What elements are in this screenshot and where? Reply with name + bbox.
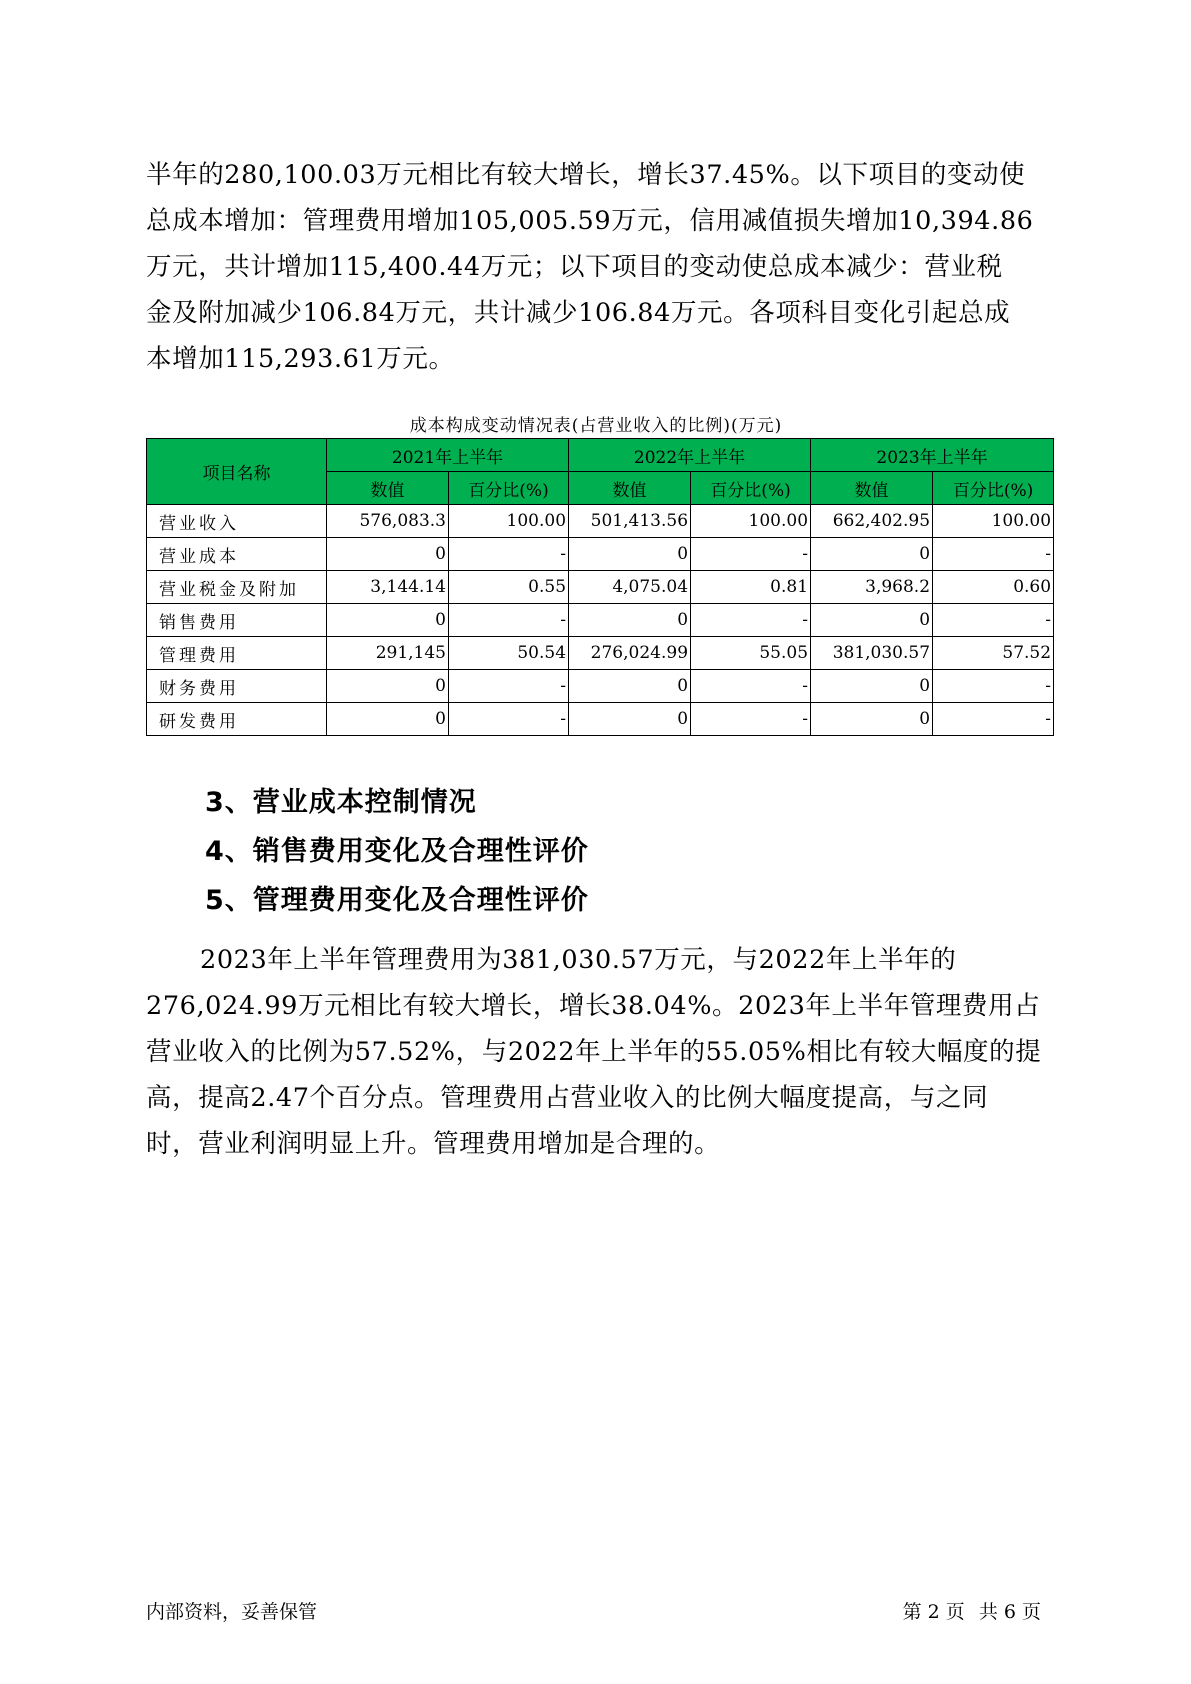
- paragraph-line: 时，营业利润明显上升。管理费用增加是合理的。: [146, 1129, 721, 1159]
- cell-value: 0: [327, 604, 449, 637]
- cell-percent: -: [933, 703, 1054, 736]
- footer-current-page: 第 2 页: [902, 1601, 965, 1623]
- cell-value: 0: [327, 703, 449, 736]
- table-row: [147, 637, 1054, 670]
- cell-percent: -: [449, 604, 569, 637]
- cell-value: 276,024.99: [569, 637, 691, 670]
- cell-value: 0: [811, 670, 933, 703]
- cell-value: 576,083.3: [327, 505, 449, 538]
- cell-value: 0: [811, 538, 933, 571]
- paragraph-line: 总成本增加：管理费用增加105,005.59万元，信用减值损失增加10,394.86: [146, 206, 1034, 236]
- cell-percent: 100.00: [691, 505, 811, 538]
- cell-percent: -: [691, 538, 811, 571]
- paragraph-line: 万元，共计增加115,400.44万元；以下项目的变动使总成本减少：营业税: [146, 252, 1003, 282]
- cell-percent: -: [933, 538, 1054, 571]
- table-row: [147, 571, 1054, 604]
- cell-percent: -: [449, 670, 569, 703]
- table-caption: 成本构成变动情况表(占营业收入的比例)(万元): [409, 416, 783, 436]
- cell-value: 0: [569, 703, 691, 736]
- cell-percent: 55.05: [691, 637, 811, 670]
- cell-value: 4,075.04: [569, 571, 691, 604]
- cell-value: 501,413.56: [569, 505, 691, 538]
- cell-percent: 0.60: [933, 571, 1054, 604]
- cell-percent: 57.52: [933, 637, 1054, 670]
- header-year-2021: 2021年上半年: [327, 439, 569, 472]
- paragraph-cost-summary: [146, 152, 1046, 382]
- header-year-2022: 2022年上半年: [569, 439, 811, 472]
- row-label: 管理费用: [147, 637, 327, 670]
- cell-value: 0: [811, 604, 933, 637]
- header-value: 数值: [811, 472, 933, 505]
- header-percent: 百分比(%): [691, 472, 811, 505]
- paragraph-line: 高，提高2.47个百分点。管理费用占营业收入的比例大幅度提高，与之同: [146, 1083, 989, 1113]
- cell-value: 0: [327, 670, 449, 703]
- cell-value: 291,145: [327, 637, 449, 670]
- table-row: [147, 703, 1054, 736]
- cell-value: 3,968.2: [811, 571, 933, 604]
- cell-percent: 100.00: [933, 505, 1054, 538]
- header-value: 数值: [327, 472, 449, 505]
- cell-percent: -: [933, 604, 1054, 637]
- header-year-2023: 2023年上半年: [811, 439, 1054, 472]
- cell-percent: 100.00: [449, 505, 569, 538]
- header-percent: 百分比(%): [449, 472, 569, 505]
- cell-value: 0: [569, 538, 691, 571]
- cell-percent: -: [449, 703, 569, 736]
- paragraph-admin-expense: [146, 937, 1046, 1167]
- header-percent: 百分比(%): [933, 472, 1054, 505]
- paragraph-line: 半年的280,100.03万元相比有较大增长，增长37.45%。以下项目的变动使: [146, 160, 1026, 190]
- table-row: [147, 670, 1054, 703]
- row-label: 研发费用: [147, 703, 327, 736]
- cell-percent: -: [691, 604, 811, 637]
- row-label: 财务费用: [147, 670, 327, 703]
- cell-percent: 0.55: [449, 571, 569, 604]
- table-row: [147, 604, 1054, 637]
- cell-value: 0: [811, 703, 933, 736]
- paragraph-line: 营业收入的比例为57.52%，与2022年上半年的55.05%相比有较大幅度的提: [146, 1037, 1042, 1067]
- paragraph-line: 276,024.99万元相比有较大增长，增长38.04%。2023年上半年管理费用占: [146, 991, 1041, 1021]
- row-label: 销售费用: [147, 604, 327, 637]
- row-label: 营业成本: [147, 538, 327, 571]
- section-heading-4: 4、销售费用变化及合理性评价: [205, 836, 589, 867]
- cell-value: 381,030.57: [811, 637, 933, 670]
- cell-value: 0: [569, 604, 691, 637]
- footer-page-number: [899, 1597, 1045, 1624]
- cell-percent: -: [449, 538, 569, 571]
- cell-percent: -: [691, 703, 811, 736]
- row-label: 营业税金及附加: [147, 571, 327, 604]
- paragraph-line: 2023年上半年管理费用为381,030.57万元，与2022年上半年的: [200, 945, 957, 975]
- row-label: 营业收入: [147, 505, 327, 538]
- section-heading-3: 3、营业成本控制情况: [205, 787, 477, 818]
- cell-value: 0: [569, 670, 691, 703]
- paragraph-line: 本增加115,293.61万元。: [146, 344, 455, 374]
- cell-percent: -: [933, 670, 1054, 703]
- cell-percent: 50.54: [449, 637, 569, 670]
- header-value: 数值: [569, 472, 691, 505]
- cell-percent: -: [691, 670, 811, 703]
- table-row: [147, 538, 1054, 571]
- table-row: [147, 505, 1054, 538]
- cost-structure-table: [146, 438, 1054, 736]
- cell-percent: 0.81: [691, 571, 811, 604]
- cell-value: 3,144.14: [327, 571, 449, 604]
- footer-total-pages: 共 6 页: [978, 1601, 1041, 1623]
- cell-value: 662,402.95: [811, 505, 933, 538]
- header-item-name: 项目名称: [147, 439, 327, 505]
- cell-value: 0: [327, 538, 449, 571]
- section-heading-5: 5、管理费用变化及合理性评价: [205, 885, 589, 916]
- footer-confidential-note: 内部资料，妥善保管: [146, 1601, 318, 1623]
- paragraph-line: 金及附加减少106.84万元，共计减少106.84万元。各项科目变化引起总成: [146, 298, 1011, 328]
